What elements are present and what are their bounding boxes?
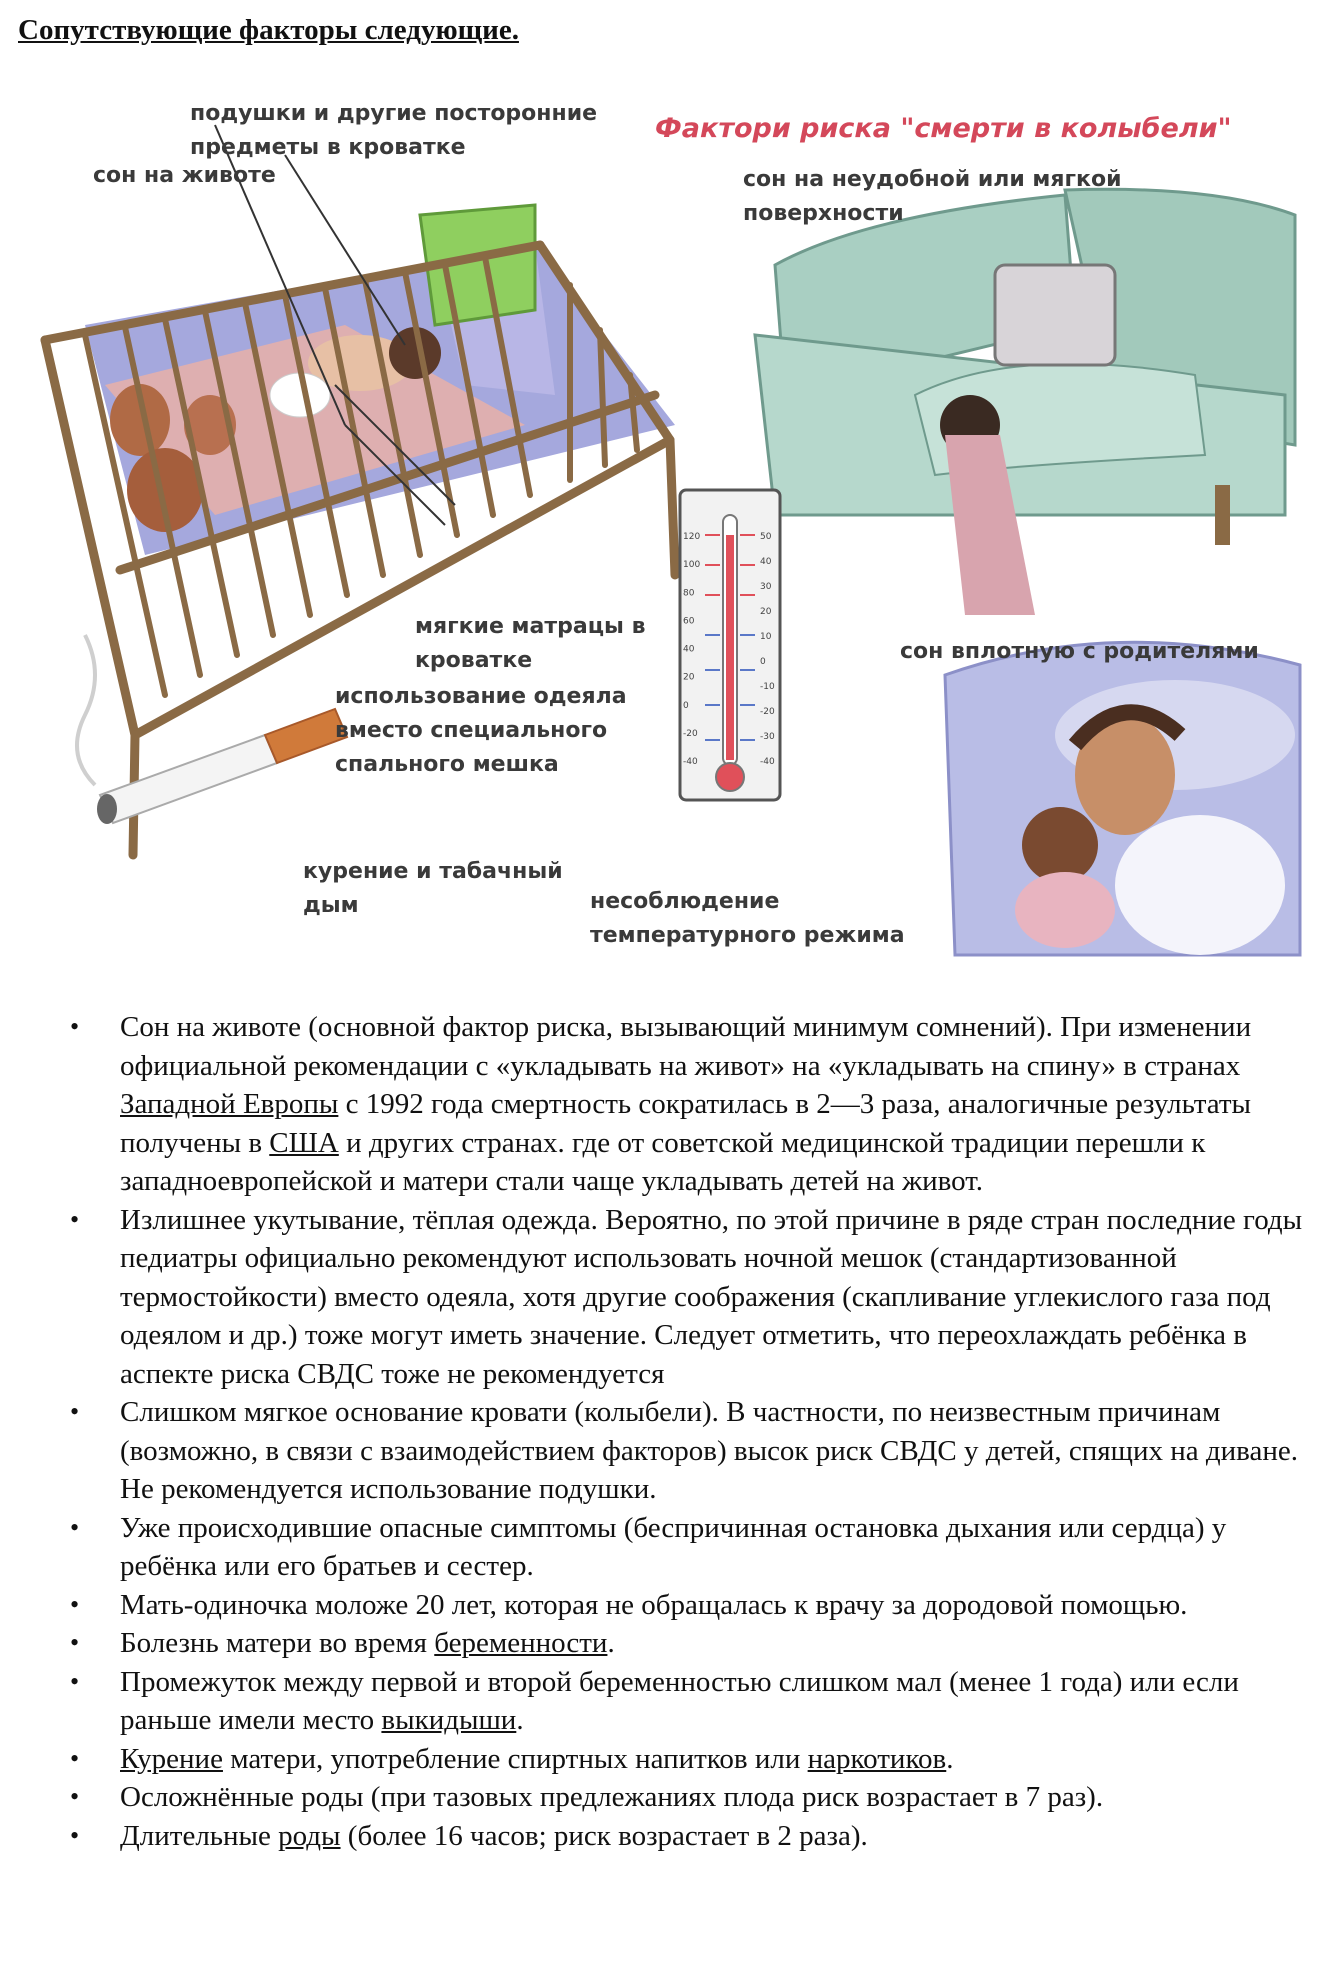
- thermometer-scale-label: 40: [760, 557, 772, 567]
- parents-drawing: [945, 642, 1300, 955]
- illustration-title: Фактори риска "смерти в колыбели": [655, 113, 1232, 144]
- label-smoking: курение и табачный дым: [303, 859, 563, 918]
- label-sleeping-with-parents: сон вплотную с родителями: [900, 639, 1259, 664]
- list-item: • Слишком мягкое основание кровати (колыбели). В частности, по неизвестным причинам (возможно, в связи с взаимодействием факторов) высок риск СВДС у детей, спящих на диване. Не рекомендуется использование подушки.: [70, 1393, 1320, 1509]
- thermometer-scale-label: 20: [760, 607, 772, 617]
- thermometer-scale-label: 0: [683, 700, 689, 711]
- risk-factors-list: [70, 1008, 1320, 1855]
- list-item: • Болезнь матери во время беременности.: [70, 1624, 1320, 1663]
- label-stomach-sleeping: сон на животе: [93, 163, 276, 188]
- thermometer-scale-label: -20: [760, 707, 775, 717]
- thermometer-scale-label: 80: [683, 588, 695, 599]
- link-smoking[interactable]: Курение: [120, 1742, 223, 1775]
- thermometer-scale-label: 60: [683, 616, 695, 627]
- thermometer-scale-label: 20: [683, 672, 695, 683]
- link-usa[interactable]: США: [269, 1126, 339, 1159]
- list-item: • Длительные роды (более 16 часов; риск возрастает в 2 раза).: [70, 1817, 1320, 1856]
- label-temperature: несоблюдение температурного режима: [590, 889, 905, 948]
- list-item: • Излишнее укутывание, тёплая одежда. Вероятно, по этой причине в ряде стран последние годы педиатры официально рекомендуют использовать ночной мешок (стандартизованной термостойкости) вместо одеяла, хотя другие соображения (скапливание углекислого газа под одеялом и др.) тоже могут иметь значение. Следует отметить, что переохлаждать ребёнка в аспекте риска СВДС тоже не рекомендуется: [70, 1201, 1320, 1394]
- thermometer-scale-label: 100: [683, 560, 701, 571]
- list-item: • Сон на животе (основной фактор риска, вызывающий минимум сомнений). При изменении официальной рекомендации с «укладывать на живот» на «укладывать на спину» в странах Западной Европы с 1992 года смертность сократилась в 2—3 раза, аналогичные результаты получены в США и других странах. где от советской медицинской традиции перешли к западноевропейской и матери стали чаще укладывать детей на живот.: [70, 1008, 1320, 1201]
- link-childbirth[interactable]: роды: [278, 1819, 341, 1852]
- page-heading: Сопутствующие факторы следующие.: [18, 14, 519, 46]
- thermometer-scale-label: -10: [760, 682, 775, 692]
- thermometer-scale-label: 0: [760, 657, 766, 667]
- list-item: • Уже происходившие опасные симптомы (беспричинная остановка дыхания или сердца) у ребёнка или его братьев и сестер.: [70, 1509, 1320, 1586]
- label-pillows: подушки и другие посторонние предметы в кроватке: [190, 101, 598, 160]
- sids-risk-factors-illustration: [15, 95, 1315, 995]
- list-item: • Осложнённые роды (при тазовых предлежаниях плода риск возрастает в 7 раз).: [70, 1778, 1320, 1817]
- thermometer-scale-label: 120: [683, 532, 701, 542]
- thermometer-scale-label: -40: [683, 757, 698, 767]
- thermometer-scale-label: 50: [760, 532, 772, 542]
- thermometer-scale-label: 10: [760, 632, 772, 642]
- link-miscarriages[interactable]: выкидыши: [381, 1704, 517, 1736]
- thermometer-scale-label: -40: [760, 757, 775, 767]
- label-soft-surface: сон на неудобной или мягкой поверхности: [743, 167, 1122, 226]
- thermometer-scale-label: 40: [683, 644, 695, 655]
- link-drugs[interactable]: наркотиков: [807, 1742, 947, 1775]
- link-western-europe[interactable]: Западной Европы: [120, 1088, 339, 1120]
- list-item: • Мать-одиночка моложе 20 лет, которая не обращалась к врачу за дородовой помощью.: [70, 1586, 1320, 1625]
- sofa-drawing: [755, 189, 1295, 615]
- list-item: • Промежуток между первой и второй беременностью слишком мал (менее 1 года) или если раньше имели место выкидыши.: [70, 1663, 1320, 1740]
- link-pregnancy[interactable]: беременности: [434, 1627, 608, 1659]
- thermometer-scale-label: -30: [760, 732, 775, 742]
- thermometer-scale-label: 30: [760, 582, 772, 592]
- label-soft-mattress: мягкие матрацы в кроватке: [415, 614, 646, 673]
- list-item: • Курение матери, употребление спиртных напитков или наркотиков.: [70, 1740, 1320, 1779]
- label-blanket: использование одеяла вместо специального спального мешка: [335, 684, 627, 777]
- thermometer-scale-label: -20: [683, 728, 698, 739]
